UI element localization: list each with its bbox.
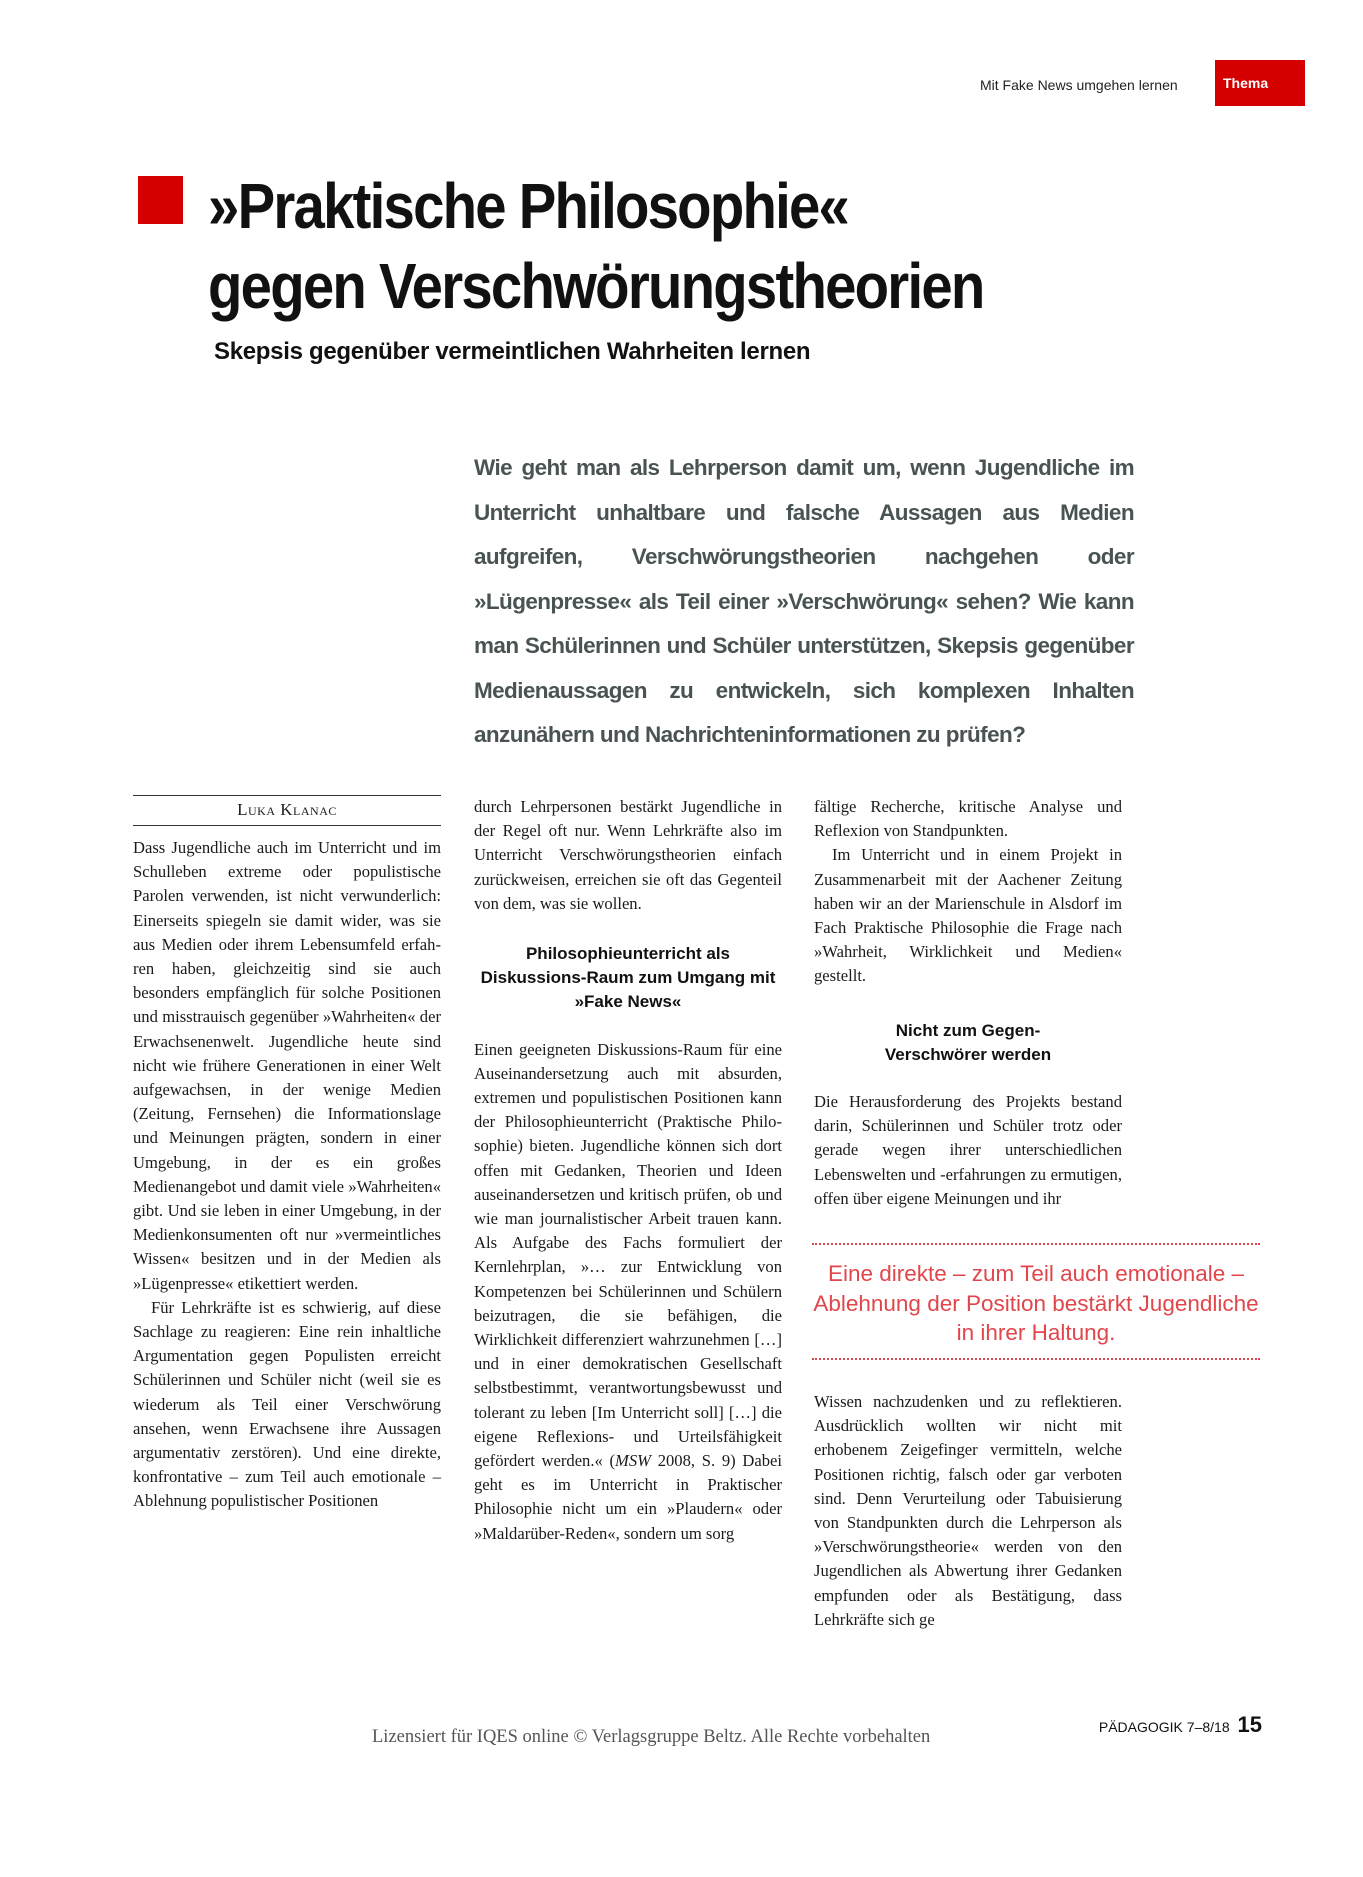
title-line-2: gegen Verschwörungstheorien — [208, 250, 984, 322]
citation-abbrev: MSW — [615, 1451, 651, 1471]
paragraph: Die Herausforderung des Projekts bestand darin, Schülerinnen und Schüler trotz oder gerade wegen ihrer unterschiedlichen Lebenswelten und -erfahrungen zu ermutigen, offen über eigene Meinungen und ihr — [814, 1092, 1122, 1208]
publication-name: PÄDAGOGIK — [1098, 1719, 1183, 1735]
article-title — [208, 166, 1000, 326]
title-line-1: »Praktische Philosophie« — [208, 170, 849, 242]
paragraph: Dass Jugendliche auch im Unterricht und im Schulleben extreme oder populistische Parolen verwenden, ist nicht verwunderlich: Einerseits spiegeln sie damit wider, was sie aus Medien oder ihrem Lebensumfeld erfahren haben, gleichzeitig sind sie auch besonders empfänglich für solche Positionen und misstrauisch gegenüber »Wahrheiten« der Erwachsenenwelt. Jugendliche heute sind nicht wie frühere Generationen in einer Welt aufgewachsen, in der wenige Medien (Zeitung, Fernsehen) die Informationslage und Meinungen prägten, sondern in einer Umgebung, in der es ein großes Medienangebot und damit viele »Wahrheiten« gibt. Und sie leben in einer Umgebung, in der Medienkonsumenten oft nur »vermeintliches Wissen« besitzen und in der Medien als »Lügenpresse« etikettiert werden. — [133, 838, 441, 1293]
author-byline: Luka Klanac — [133, 795, 441, 826]
page-number: 15 — [1237, 1712, 1262, 1737]
paragraph: Für Lehrkräfte ist es schwierig, auf diese Sachlage zu reagieren: Eine rein inhaltliche Argumentation gegen Populisten erreicht Schülerinnen und Schüler nicht (weil sie es wiederum als Teil einer Verschwörung ansehen, wenn Erwachsene ihre Aussagen argumentativ zerstören). Und eine direkte, konfrontative – zum Teil auch emotionale – Ablehnung populistischer Positionen — [133, 1297, 441, 1511]
paragraph: Wissen nachzudenken und zu reflektieren. Ausdrücklich wollten wir nicht mit erhobenem Zeigefinger vermitteln, welche Positionen richtig, falsch oder gar verboten sind. Denn Verurteilung oder Tabuisierung von Standpunkten durch die Lehrperson als »Verschwörungstheorie« werden von den Jugendlichen als Abwertung ihrer Gedanken empfunden oder als Bestätigung, dass Lehrkräfte sich ge — [814, 1392, 1122, 1629]
pull-quote: Eine direkte – zum Teil auch emotionale – Ablehnung der Position bestärkt Jugendliche in ihrer Haltung. — [812, 1243, 1260, 1360]
column-3-continued — [814, 1390, 1122, 1632]
paragraph: fältige Recherche, kritische Analyse und Reflexion von Standpunkten. — [814, 797, 1122, 841]
paragraph — [474, 1038, 782, 1546]
column-3 — [814, 795, 1122, 1211]
column-2 — [474, 795, 782, 1546]
paragraph-text: Einen geeigneten Diskussions-Raum für eine Auseinandersetzung auch mit absurden, extremen und populistischen Positionen kann der Philosophieunterricht (Praktische Philosophie) bieten. Jugendliche können sich dort offen mit Gedanken, Theorien und Ideen auseinandersetzen und kritisch prüfen, ob und wie man journalistischer Arbeit trauen kann. Als Aufgabe des Fachs formuliert der Kernlehrplan, »… zur Entwicklung von Kompetenzen bei Schülerinnen und Schülern beizutragen, die sie befähigen, die Wirklichkeit differenziert wahrzunehmen […] und in einer demokratischen Gesellschaft selbstbestimmt, verantwortungsbewusst und tolerant zu leben [Im Unterricht soll] […] die eigene Reflexions- und Urteilsfähigkeit gefördert werden.« ( — [474, 1039, 782, 1471]
paragraph: Im Unterricht und in einem Projekt in Zusammenarbeit mit der Aachener Zeitung haben wir an der Marienschule in Alsdorf im Fach Praktische Philosophie die Frage nach »Wahrheit, Wirklichkeit und Medien« gestellt. — [814, 845, 1122, 986]
paragraph: durch Lehrpersonen bestärkt Jugendliche in der Regel oft nur. Wenn Lehrkräfte also im Unterricht Verschwörungstheorien einfach zurückweisen, erreichen sie oft das Gegenteil von dem, was sie wollen. — [474, 797, 782, 913]
section-tab: Thema — [1215, 60, 1305, 106]
title-marker-square — [138, 176, 183, 224]
license-notice: Lizensiert für IQES online © Verlagsgruppe Beltz. Alle Rechte vorbehalten — [372, 1727, 931, 1747]
column-1 — [133, 795, 441, 1514]
issue-number: 7–8/18 — [1186, 1719, 1230, 1735]
running-head: Mit Fake News umgehen lernen — [980, 77, 1178, 93]
article-intro: Wie geht man als Lehrperson damit um, wenn Jugendliche im Unterricht unhaltbare und falsche Aussagen aus Medien aufgreifen, Verschwörungstheorien nachgehen oder »Lügenpresse« als Teil einer »Verschwörung« sehen? Wie kann man Schülerinnen und Schüler unterstützen, Skepsis gegenüber Medienaussagen zu entwickeln, sich komplexen Inhalten anzunähern und Nachrichteninformationen zu prüfen? — [474, 455, 1134, 747]
article-subtitle: Skepsis gegenüber vermeintlichen Wahrheiten lernen — [214, 338, 811, 365]
section-heading: Nicht zum Gegen-Verschwörer werden — [884, 1020, 1052, 1064]
section-heading: Philosophieunterricht als Diskussions-Raum zum Umgang mit »Fake News« — [480, 944, 776, 1012]
paragraph-text: 2008, S. 9) Dabei geht es im Unterricht in Praktischer Philosophie nicht um ein »Plaudern« oder »Maldarüber-Reden«, sondern um sorg — [474, 1451, 782, 1543]
